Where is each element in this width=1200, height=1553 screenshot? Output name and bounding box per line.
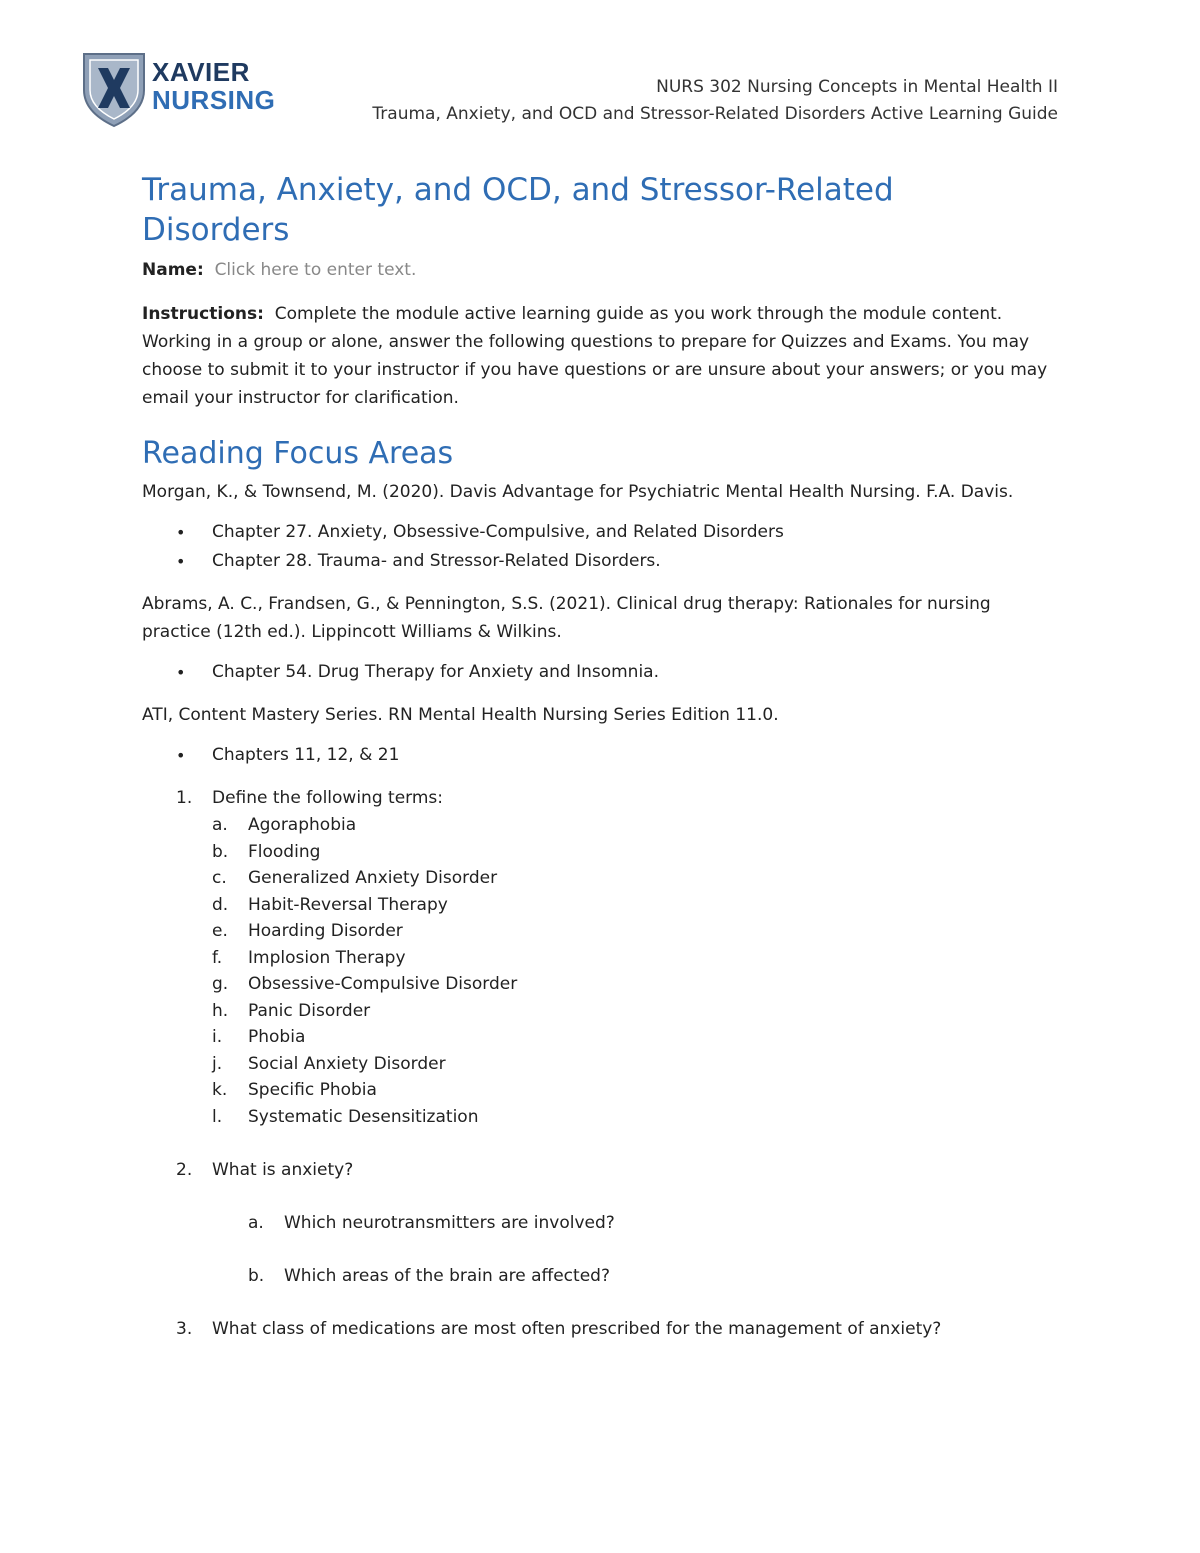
term-text: Implosion Therapy <box>248 947 406 968</box>
citation-morgan: Morgan, K., & Townsend, M. (2020). Davis Advantage for Psychiatric Mental Health Nursing. F.A. Davis. <box>142 482 1014 502</box>
shield-icon <box>78 50 150 128</box>
list-letter: g. <box>212 974 229 994</box>
list-letter: k. <box>212 1080 228 1100</box>
list-item <box>142 1024 1062 1051</box>
page-title <box>142 170 1062 250</box>
list-item <box>142 658 1062 687</box>
list-item <box>142 1077 1062 1104</box>
title-line-2: Disorders <box>142 212 290 248</box>
list-letter: c. <box>212 868 227 888</box>
list-item-text: Chapter 27. Anxiety, Obsessive-Compulsive, and Related Disorders <box>212 522 784 542</box>
logo-word-xavier: XAVIER <box>152 57 250 87</box>
bullet-list <box>142 658 1062 687</box>
question-text: What class of medications are most often prescribed for the management of anxiety? <box>212 1319 942 1339</box>
list-item <box>142 1104 1062 1131</box>
question-text: Define the following terms: <box>212 788 443 808</box>
logo-word-nursing: NURSING <box>152 85 276 115</box>
list-item <box>142 839 1062 866</box>
list-item <box>142 547 1062 576</box>
instructions-text: Complete the module active learning guide as you work through the module content. Working in a group or alone, answer the following questions to prepare for Quizzes and Exams. You may choose to submit it to your instructor if you have questions or are unsure about your answers; or you may email your instructor for clarification. <box>142 304 1048 408</box>
reading-focus-heading: Reading Focus Areas <box>142 436 454 471</box>
xavier-nursing-logo <box>78 50 288 128</box>
list-letter: e. <box>212 921 228 941</box>
term-text: Habit-Reversal Therapy <box>248 894 448 915</box>
list-item <box>142 971 1062 998</box>
question-number: 3. <box>176 1319 193 1339</box>
list-item-text: Chapter 54. Drug Therapy for Anxiety and Insomnia. <box>212 662 660 682</box>
term-text: Agoraphobia <box>248 815 357 835</box>
question-1 <box>142 784 1062 812</box>
term-text: Flooding <box>248 841 321 862</box>
citation-abrams: Abrams, A. C., Frandsen, G., & Pennington, S.S. (2021). Clinical drug therapy: Rationales for nursing practice (12th ed.). Lippincott Williams & Wilkins. <box>142 594 991 642</box>
list-letter: a. <box>248 1213 264 1233</box>
list-item <box>142 998 1062 1025</box>
list-letter: h. <box>212 1000 229 1021</box>
list-letter: b. <box>248 1266 265 1286</box>
guide-title: Trauma, Anxiety, and OCD and Stressor-Related Disorders Active Learning Guide <box>372 104 1058 124</box>
term-list <box>142 812 1062 1130</box>
term-text: Generalized Anxiety Disorder <box>248 868 498 888</box>
question-3 <box>142 1315 1062 1343</box>
bullet-icon: • <box>176 523 186 542</box>
instructions <box>142 300 1062 412</box>
list-letter: a. <box>212 815 228 835</box>
sub-question-text: Which areas of the brain are affected? <box>284 1266 610 1286</box>
question-number: 2. <box>176 1160 193 1180</box>
title-line-1: Trauma, Anxiety, and OCD, and Stressor-Related <box>142 172 894 208</box>
list-item <box>142 812 1062 839</box>
term-text: Systematic Desensitization <box>248 1106 479 1127</box>
term-text: Obsessive-Compulsive Disorder <box>248 974 518 994</box>
list-item <box>142 918 1062 945</box>
list-item <box>142 1209 1062 1237</box>
question-text: What is anxiety? <box>212 1160 354 1180</box>
term-text: Hoarding Disorder <box>248 921 403 941</box>
term-text: Specific Phobia <box>248 1080 377 1100</box>
list-letter: d. <box>212 894 229 915</box>
list-letter: b. <box>212 841 229 862</box>
list-item <box>142 865 1062 892</box>
list-letter: i. <box>212 1027 223 1047</box>
bullet-icon: • <box>176 746 186 765</box>
list-item-text: Chapter 28. Trauma- and Stressor-Related Disorders. <box>212 551 661 571</box>
list-item <box>142 945 1062 972</box>
list-item <box>142 1051 1062 1078</box>
citation-ati: ATI, Content Mastery Series. RN Mental Health Nursing Series Edition 11.0. <box>142 705 779 725</box>
bullet-list <box>142 741 1062 770</box>
bullet-icon: • <box>176 663 186 682</box>
bullet-list <box>142 518 1062 576</box>
term-text: Phobia <box>248 1027 306 1047</box>
question-2 <box>142 1156 1062 1184</box>
list-item-text: Chapters 11, 12, & 21 <box>212 745 400 765</box>
list-item <box>142 518 1062 547</box>
list-letter: f. <box>212 947 223 968</box>
bullet-icon: • <box>176 552 186 571</box>
name-field[interactable]: Click here to enter text. <box>214 260 417 280</box>
name-label: Name: <box>142 260 204 280</box>
list-letter: l. <box>212 1106 223 1127</box>
list-item <box>142 1262 1062 1290</box>
list-item <box>142 741 1062 770</box>
course-title: NURS 302 Nursing Concepts in Mental Health II <box>656 77 1058 97</box>
name-line <box>142 256 1062 284</box>
question-number: 1. <box>176 788 193 808</box>
running-header <box>372 74 1058 128</box>
list-letter: j. <box>212 1053 223 1074</box>
sub-question-text: Which neurotransmitters are involved? <box>284 1213 615 1233</box>
sub-question-list <box>142 1209 1062 1290</box>
term-text: Panic Disorder <box>248 1000 371 1021</box>
list-item <box>142 892 1062 919</box>
term-text: Social Anxiety Disorder <box>248 1053 446 1074</box>
instructions-label: Instructions: <box>142 304 264 324</box>
document-body <box>142 170 1062 1343</box>
